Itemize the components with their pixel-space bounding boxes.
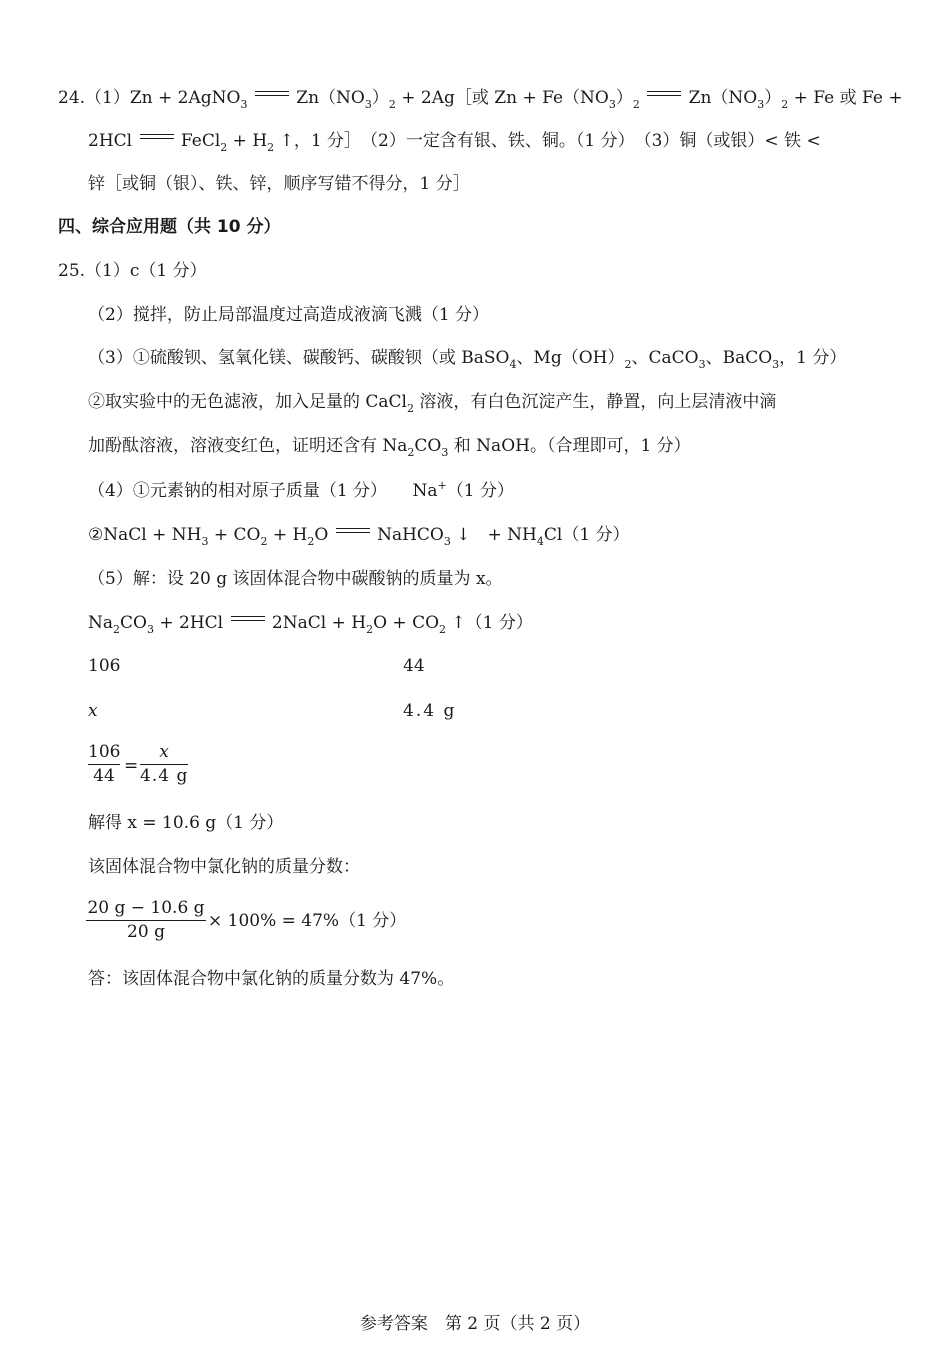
text: ↑（1 分）	[446, 613, 533, 633]
q25-part-5-setup: （5）解：设 20 g 该固体混合物中碳酸钠的质量为 x。	[88, 569, 503, 589]
q25-mass-fraction-label: 该固体混合物中氯化钠的质量分数：	[88, 857, 360, 877]
subscript: 3	[146, 623, 154, 636]
text: Cl（1 分）	[543, 525, 630, 545]
subscript: 4	[536, 535, 544, 548]
unknown-x: x	[88, 701, 98, 721]
text: 加酚酞溶液，溶液变红色，证明还含有 Na	[88, 436, 408, 456]
text: O + CO	[373, 613, 440, 633]
percentage-result: × 100% = 47%（1 分）	[208, 911, 407, 931]
text: O	[314, 525, 329, 545]
subscript: 2	[624, 358, 632, 371]
q25-solution-x: 解得 x = 10.6 g（1 分）	[88, 813, 284, 833]
text: 溶液，有白色沉淀产生，静置，向上层清液中滴	[414, 392, 777, 412]
text: 和 NaOH。（合理即可，1 分）	[448, 436, 691, 456]
q25-part-1: 25.（1）c（1 分）	[58, 261, 207, 281]
subscript: 3	[772, 358, 780, 371]
equals-sign	[229, 614, 267, 622]
text: + 2HCl	[153, 613, 224, 633]
text: ）	[764, 88, 782, 108]
subscript: 2	[407, 402, 414, 415]
subscript: 3	[443, 535, 451, 548]
q25-part-3-2-line-2	[88, 435, 691, 459]
text: ②NaCl + NH	[88, 525, 202, 545]
text: CO	[414, 436, 442, 456]
q25-part-4-2	[88, 524, 630, 548]
text: ↓ + NH	[450, 525, 537, 545]
text: Na	[88, 613, 114, 633]
subscript: 4	[509, 358, 517, 371]
mass-co2: 4.4 g	[403, 701, 457, 721]
denominator: 20 g	[127, 922, 165, 942]
text: ②取实验中的无色滤液，加入足量的 CaCl	[88, 392, 407, 412]
text: + Fe 或 Fe +	[788, 88, 903, 108]
text: + H	[227, 131, 268, 151]
text: 2HCl	[88, 131, 133, 151]
equals-sign	[138, 132, 176, 140]
numerator: 106	[88, 742, 121, 762]
q24-line-3: 锌［或铜（银）、铁、锌，顺序写错不得分，1 分］	[88, 174, 470, 194]
molar-mass-co2: 44	[403, 656, 425, 676]
subscript: 3	[608, 98, 616, 111]
subscript: 2	[267, 141, 275, 154]
q25-equation	[88, 612, 533, 636]
subscript: 2	[260, 535, 268, 548]
subscript: 3	[201, 535, 209, 548]
text: NaHCO	[377, 525, 444, 545]
section-4-heading: 四、综合应用题（共 10 分）	[58, 217, 281, 237]
fraction-bar	[140, 764, 188, 765]
subscript: 2	[113, 623, 121, 636]
text: （4）①元素钠的相对原子质量（1 分） Na	[88, 481, 438, 501]
subscript: 2	[366, 623, 374, 636]
superscript: +	[437, 479, 447, 492]
subscript: 2	[220, 141, 228, 154]
text: 2NaCl + H	[271, 613, 367, 633]
text: 、BaCO	[705, 348, 773, 368]
page-footer: 参考答案 第 2 页（共 2 页）	[359, 1314, 591, 1334]
fraction-equals: =	[124, 756, 139, 776]
denominator: 44	[93, 766, 115, 786]
q25-part-3-2-line-1	[88, 391, 776, 415]
q24-line-2	[88, 130, 821, 154]
text: （1 分）	[446, 481, 514, 501]
text: ）	[615, 88, 633, 108]
text: FeCl	[180, 131, 221, 151]
text: ，1 分）	[779, 348, 847, 368]
text: + 2Ag［或 Zn + Fe（NO	[395, 88, 609, 108]
text: CO	[120, 613, 147, 633]
text: ↑，1 分］ （2）一定含有银、铁、铜。（1 分） （3）铜（或银）< 铁 <	[274, 131, 821, 151]
text: + CO	[208, 525, 261, 545]
subscript: 2	[307, 535, 315, 548]
subscript: 2	[388, 98, 396, 111]
text: Zn（NO	[296, 88, 365, 108]
subscript: 2	[632, 98, 640, 111]
molar-mass-na2co3: 106	[88, 656, 121, 676]
q25-answer: 答：该固体混合物中氯化钠的质量分数为 47%。	[88, 969, 455, 989]
q25-part-2: （2）搅拌，防止局部温度过高造成液滴飞溅（1 分）	[88, 305, 490, 325]
text: （3）①硫酸钡、氢氧化镁、碳酸钙、碳酸钡（或 BaSO	[88, 348, 510, 368]
text: 、Mg（OH）	[516, 348, 625, 368]
text: Zn（NO	[688, 88, 758, 108]
q24-line-1	[58, 87, 903, 111]
numerator: 20 g − 10.6 g	[87, 898, 205, 918]
subscript: 3	[441, 446, 449, 459]
subscript: 2	[407, 446, 415, 459]
text: ）	[371, 88, 389, 108]
text: 、CaCO	[631, 348, 699, 368]
subscript: 2	[781, 98, 789, 111]
equals-sign	[334, 526, 372, 534]
q25-part-3-1	[88, 347, 846, 371]
equals-sign	[645, 89, 683, 97]
equals-sign	[253, 89, 291, 97]
subscript: 3	[757, 98, 765, 111]
subscript: 2	[439, 623, 447, 636]
subscript: 3	[364, 98, 372, 111]
denominator: 4.4 g	[140, 766, 189, 786]
fraction-bar	[88, 764, 120, 765]
subscript: 3	[698, 358, 706, 371]
q25-part-4-1	[88, 480, 514, 504]
subscript: 3	[240, 98, 248, 111]
numerator: x	[159, 742, 169, 762]
fraction-bar	[86, 920, 206, 921]
text: + H	[267, 525, 308, 545]
text: 24.（1）Zn + 2AgNO	[58, 88, 241, 108]
